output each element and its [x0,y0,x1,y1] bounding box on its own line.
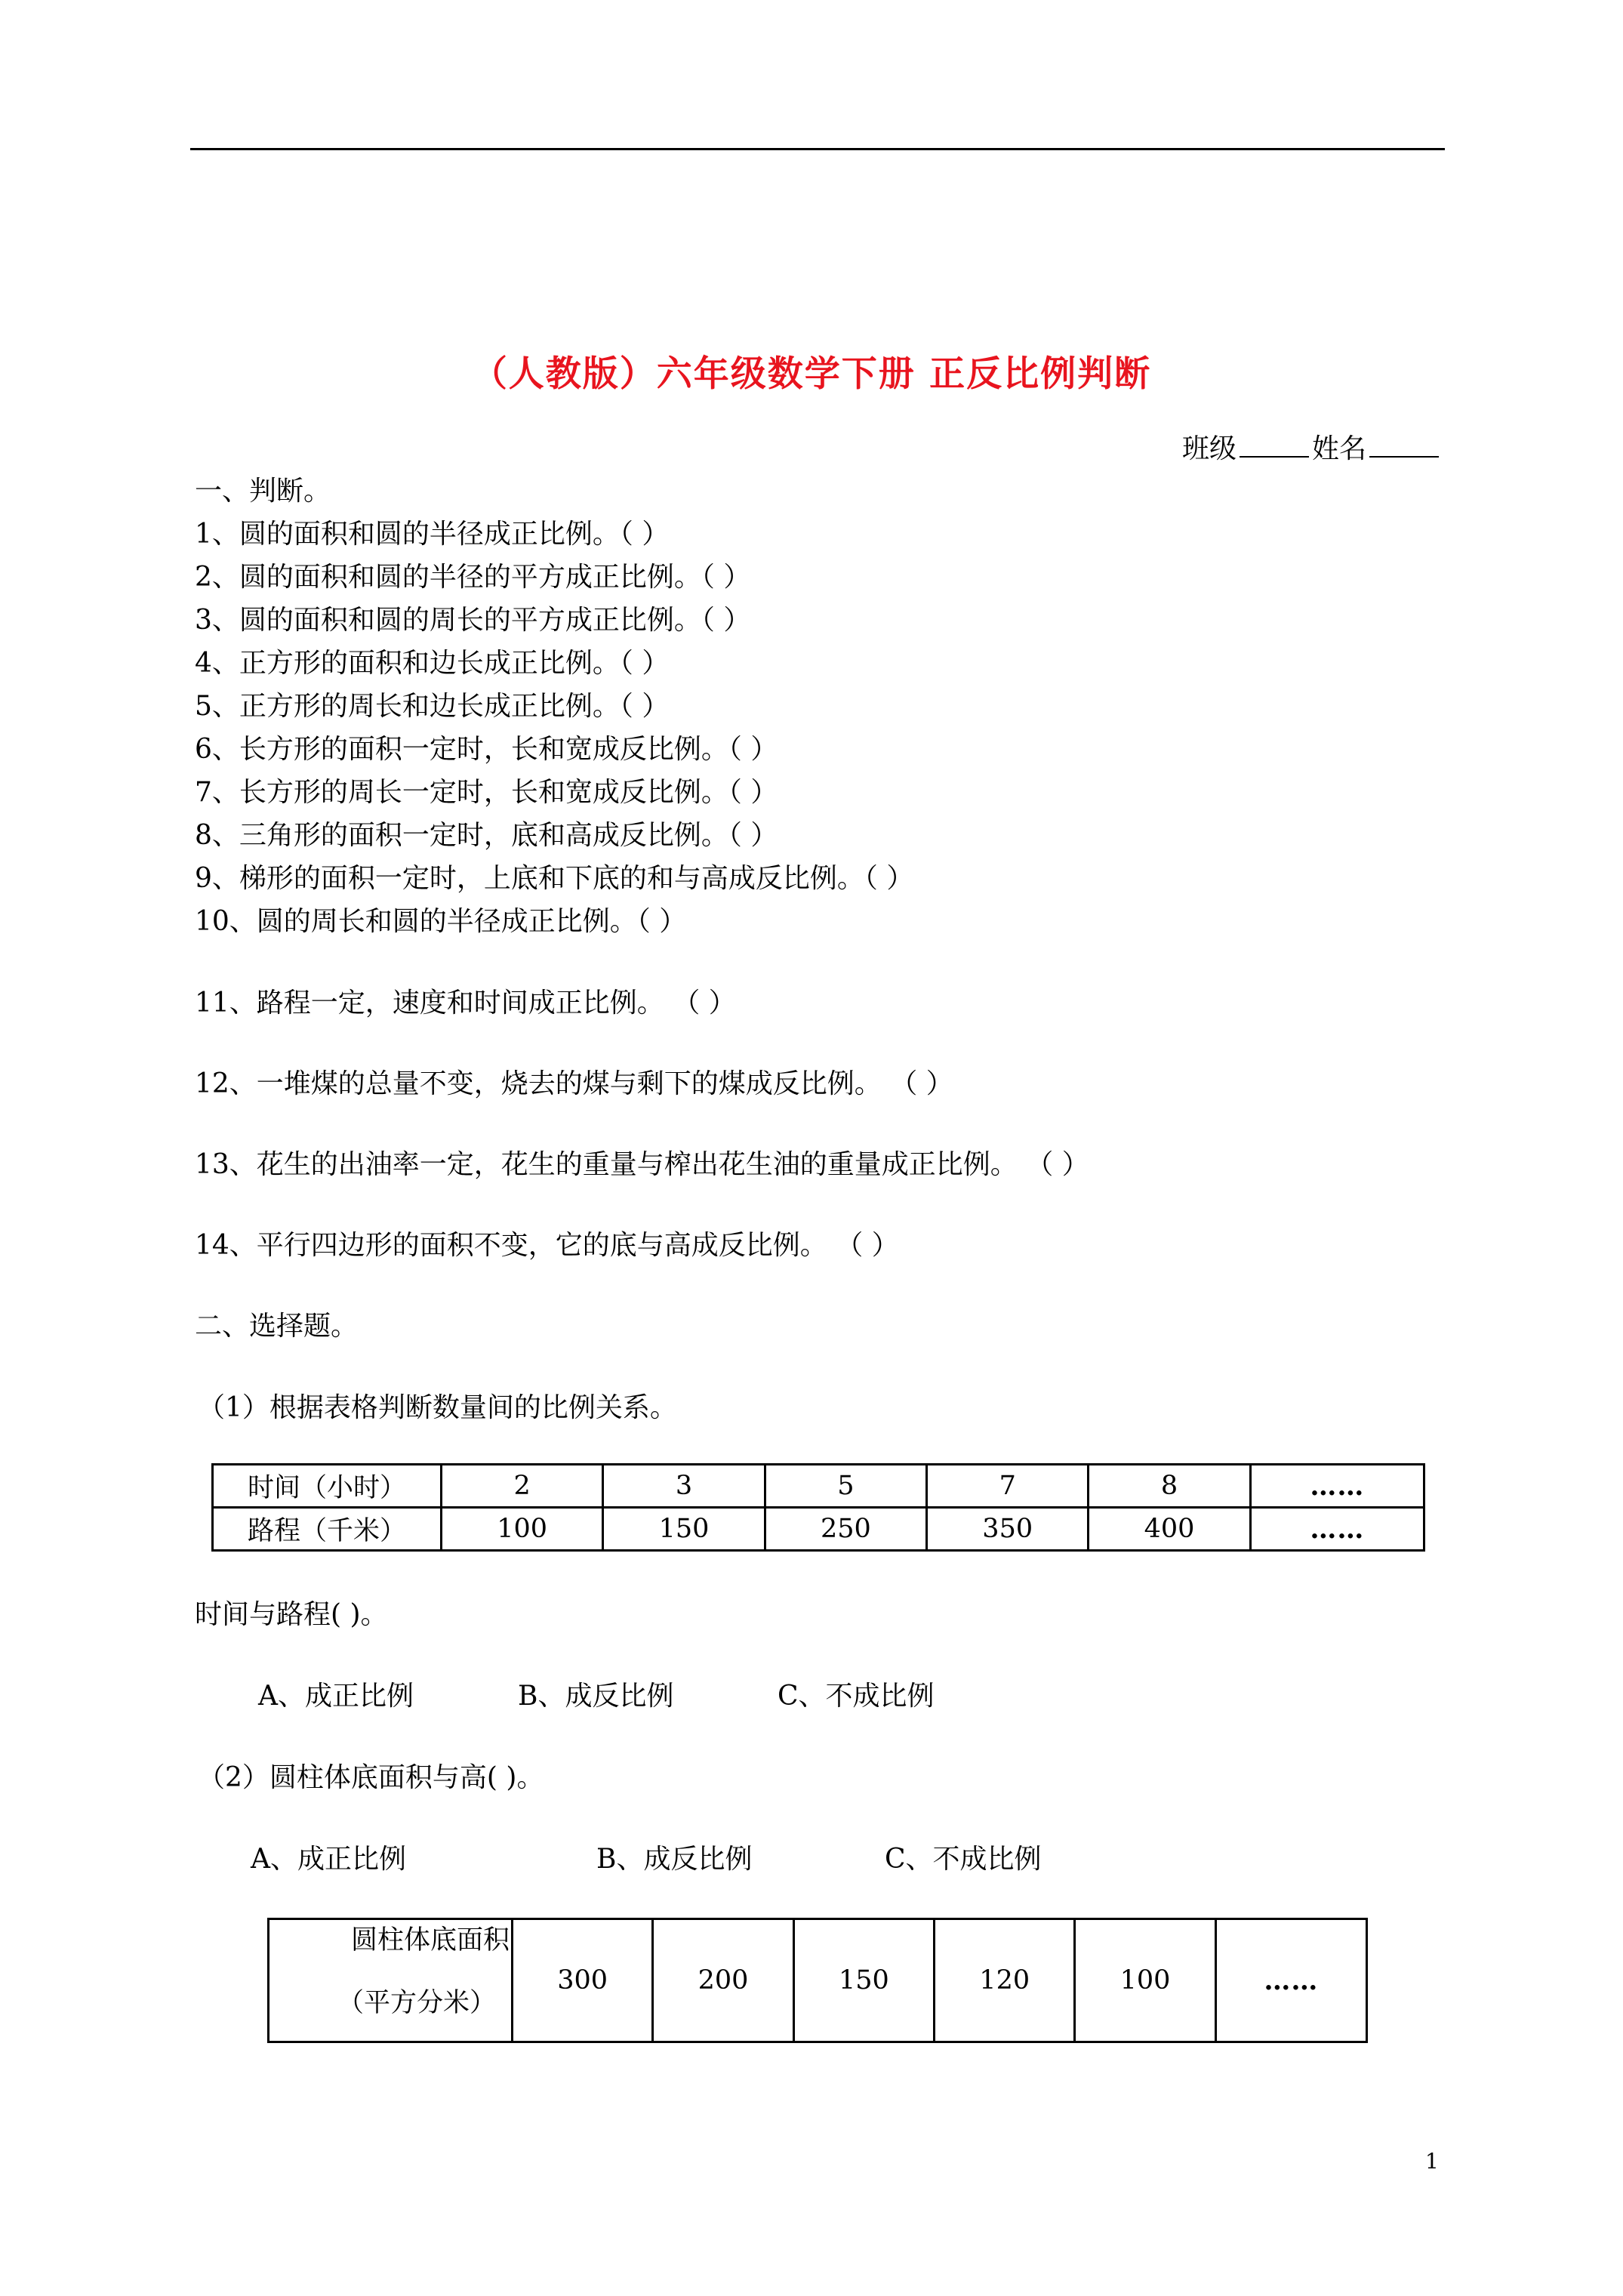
table-row [213,1508,1424,1551]
name-blank[interactable] [1369,430,1439,458]
judge-item-13: 13、花生的出油率一定，花生的重量与榨出花生油的重量成正比例。 （ ） [195,1149,1089,1180]
table-cell: 2 [442,1465,603,1508]
class-name-fields [1182,427,1442,466]
table-cell: 8 [1089,1465,1250,1508]
table-cell: 120 [935,1919,1075,2042]
table-cell: 5 [765,1465,926,1508]
row-label-distance: 路程（千米） [213,1508,442,1551]
table-cell-ellipsis: …… [1250,1508,1424,1551]
section1-heading: 一、判断。 [195,476,331,507]
judge-item-10: 10、圆的周长和圆的半径成正比例。（ ） [195,906,687,937]
judge-item-1: 1、圆的面积和圆的半径成正比例。（ ） [195,519,670,550]
q2-option-a[interactable]: A、成正比例 [251,1844,406,1875]
table-cell: 250 [765,1508,926,1551]
table-row [213,1465,1424,1508]
table-cell: 3 [603,1465,765,1508]
table-cell: 7 [927,1465,1089,1508]
judge-item-4: 4、正方形的面积和边长成正比例。（ ） [195,648,670,679]
table-cell: 200 [653,1919,793,2042]
q1-option-c[interactable]: C、不成比例 [778,1681,935,1712]
cylinder-area-table [267,1918,1368,2043]
judge-item-2: 2、圆的面积和圆的半径的平方成正比例。（ ） [195,562,751,593]
row-label-cylinder-area [269,1919,513,2042]
q1-prompt: （1）根据表格判断数量间的比例关系。 [198,1392,677,1423]
table-cell: 100 [1075,1919,1215,2042]
table-cell: 150 [793,1919,934,2042]
q2-option-b[interactable]: B、成反比例 [596,1844,753,1875]
q1-option-b[interactable]: B、成反比例 [518,1681,674,1712]
row-label-line1: 圆柱体底面积 [350,1925,510,1955]
class-blank[interactable] [1240,430,1309,458]
table-cell: 150 [603,1508,765,1551]
q1-option-a[interactable]: A、成正比例 [258,1681,414,1712]
table-row [269,1919,1367,2042]
table-cell: 100 [442,1508,603,1551]
judge-item-7: 7、长方形的周长一定时，长和宽成反比例。（ ） [195,777,778,808]
page-title: （人教版）六年级数学下册 正反比例判断 [471,353,1152,395]
table-cell-ellipsis: …… [1215,1919,1366,2042]
row-label-line2: （平方分米） [337,1988,496,2018]
table-cell: 300 [513,1919,653,2042]
table-cell: 400 [1089,1508,1250,1551]
judge-item-6: 6、长方形的面积一定时，长和宽成反比例。（ ） [195,734,778,765]
table-cell-ellipsis: …… [1250,1465,1424,1508]
name-label: 姓名 [1311,433,1366,464]
section2-heading: 二、选择题。 [195,1311,359,1342]
judge-item-5: 5、正方形的周长和边长成正比例。（ ） [195,691,670,722]
judge-item-12: 12、一堆煤的总量不变，烧去的煤与剩下的煤成反比例。 （ ） [195,1068,953,1099]
q2-prompt: （2）圆柱体底面积与高( )。 [198,1762,544,1793]
q2-option-c[interactable]: C、不成比例 [885,1844,1042,1875]
judge-item-11: 11、路程一定，速度和时间成正比例。 （ ） [195,988,736,1019]
judge-item-14: 14、平行四边形的面积不变，它的底与高成反比例。 （ ） [195,1230,899,1261]
judge-item-9: 9、梯形的面积一定时，上底和下底的和与高成反比例。（ ） [195,863,914,894]
page-number: 1 [1425,2149,1439,2174]
row-label-time: 时间（小时） [213,1465,442,1508]
judge-item-8: 8、三角形的面积一定时，底和高成反比例。（ ） [195,820,778,851]
q1-question: 时间与路程( )。 [195,1599,388,1630]
table-cell: 350 [927,1508,1089,1551]
time-distance-table [211,1463,1425,1552]
header-rule [190,148,1445,150]
class-label: 班级 [1181,433,1236,464]
judge-item-3: 3、圆的面积和圆的周长的平方成正比例。（ ） [195,605,751,636]
